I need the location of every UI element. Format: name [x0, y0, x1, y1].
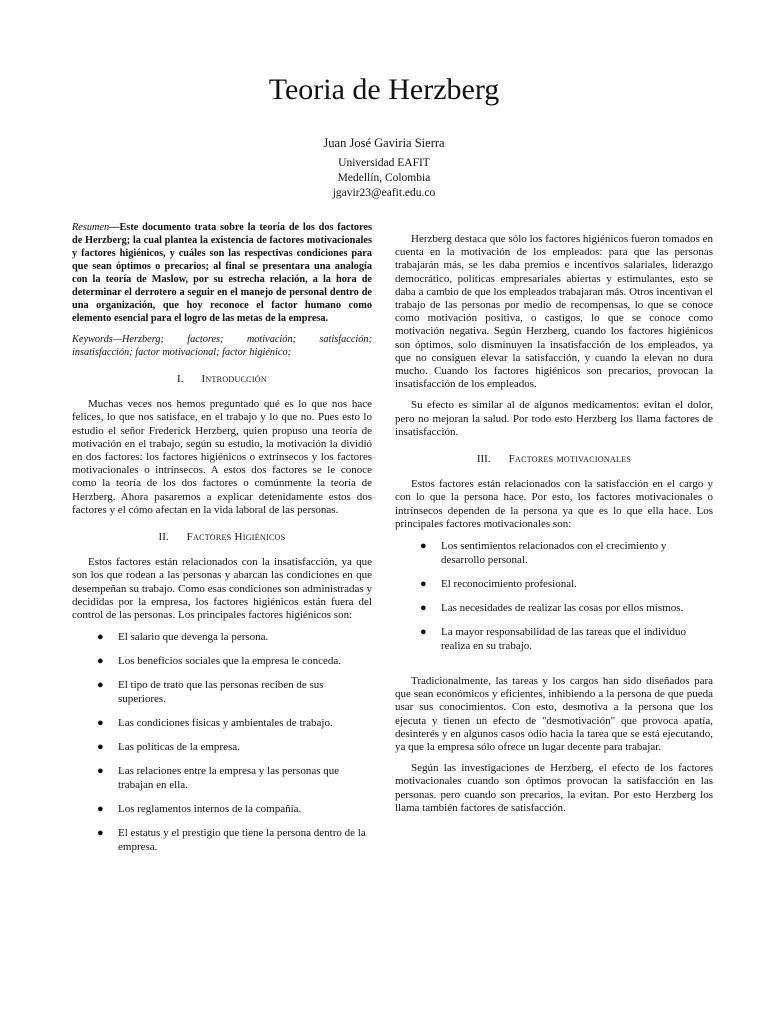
hygiene-continuation-paragraph: Herzberg destaca que sólo los factores higiénicos fueron tomados en cuenta en la motivación de los empleados: para que las personas trabajarán más, se les daba premios e incentivos salariales, liderazgo democrático, políticas empresariales abiertas y estimulantes, esto se daba a cambio de que los empleados trabajaran más. Otros incentivan el trabajo de las personas por medio de recompensas, lo que se conoce como motivación positiva, o castigos, lo que se conoce como motivación negativa. Según Herzberg, cuando los factores higiénicos son óptimos, solo disminuyen la insatisfacción de los empleados, ya que no consiguen elevar la satisfacción, y cuando la elevan no dura mucho. Cuando los factores higiénicos son precarios, provocan la insatisfacción de los empleados. [395, 233, 713, 391]
affiliation-city: Medellín, Colombia [337, 172, 431, 184]
motivational-paragraph-2: Tradicionalmente, las tareas y los cargos han sido diseñados para que sean económicos y eficientes, inhibiendo a la persona de que pueda usar sus conocimientos. Con esto, desmotiva a la persona que los ejecuta y tienen un efecto de "desmotivación" que provoca apatía, desinterés y en algunos casos odio hacia la tarea que se está ejecutando, ya que la empresa sólo ofrece un lugar decente para trabajar. [395, 675, 713, 754]
affiliation-university: Universidad EAFIT [338, 157, 430, 169]
abstract-label: Resumen [72, 222, 110, 233]
hygiene-factors-list [72, 630, 372, 854]
section-number: II. [158, 531, 169, 544]
author-name: Juan José Gaviria Sierra [323, 136, 445, 150]
list-item: ● El estatus y el prestigio que tiene la persona dentro de la empresa. [97, 827, 366, 854]
list-item: ● Los sentimientos relacionados con el crecimiento y desarrollo personal. [420, 540, 667, 567]
motivational-paragraph: Estos factores están relacionados con la satisfacción en el cargo y con lo que la persona hace. Por esto, los factores motivacionales o intrínsecos dependen de la persona ya que es lo que ella hace. Los principales factores motivacionales son: [395, 478, 713, 530]
list-item: ● La mayor responsabilidad de las tareas que el individuo realiza en su trabajo. [420, 626, 686, 653]
bullet-icon: ● [420, 540, 427, 553]
abstract-dash: — [109, 222, 120, 233]
list-item: ● El tipo de trato que las personas reciben de sus superiores. [97, 679, 324, 706]
section-number: III. [476, 453, 491, 466]
abstract [72, 221, 372, 325]
motivational-factors-list [395, 539, 713, 653]
list-item: ● Las relaciones entre la empresa y las personas que trabajan en ella. [97, 765, 340, 792]
bullet-icon: ● [420, 602, 427, 615]
bullet-icon: ● [97, 717, 104, 730]
list-item: ● Las condiciones físicas y ambientales de trabajo. [97, 717, 333, 730]
abstract-text: Este documento trata sobre la teoría de los dos factores de Herzberg; la cual plantea la existencia de factores motivacionales y factores higiénicos, y cuáles son las respectivas condiciones para que sean óptimos o precarios; al final se presentara una analogía con la teoría de Maslow, por su estrecha relación, a la hora de determinar el derrotero a seguir en el manejo de personal dentro de una organización, que hoy reconoce el factor humano como elemento esencial para el logro de las metas de la empresa. [72, 222, 372, 324]
keywords-dash: — [112, 334, 122, 345]
introduction-paragraph: Muchas veces nos hemos preguntado qué es lo que nos hace felices, lo que nos satisface, en el trabajo y lo que no. Pues esto lo estudio el señor Frederick Herzberg, quien propuso una teoría de motivación en el trabajo, según su estudio, la motivación la dividió en dos factores: los factores higiénicos o extrínsecos y los factores motivacionales o intrínsecos. A estos dos factores se le conoce como la teoría de los dos factores o comúnmente la teoría de Herzberg. Ahora pasaremos a explicar detenidamente estos dos factores y el cómo afectan en la vida laboral de las personas. [72, 398, 372, 516]
bullet-icon: ● [97, 679, 104, 692]
list-item: ● El salario que devenga la persona. [97, 631, 269, 644]
bullet-icon: ● [420, 578, 427, 591]
section-number: I. [177, 373, 184, 385]
author-affiliation [0, 156, 768, 201]
section-heading-hygiene [72, 531, 372, 544]
list-item: ● Los beneficios sociales que la empresa le conceda. [97, 655, 341, 668]
bullet-icon: ● [97, 827, 104, 840]
motivational-paragraph-3: Según las investigaciones de Herzberg, el efecto de los factores motivacionales cuando son óptimos provocan la satisfacción en las personas. pero cuando son precarios, la evitan. Por esto Herzberg los llama también factores de satisfacción. [395, 762, 713, 814]
bullet-icon: ● [97, 765, 104, 778]
bullet-icon: ● [97, 741, 104, 754]
section-title: Factores Higiénicos [186, 531, 286, 544]
paper-title: Teoria de Herzberg [268, 73, 500, 106]
bullet-icon: ● [97, 631, 104, 644]
list-item: ● Los reglamentos internos de la compañía. [97, 803, 302, 816]
bullet-icon: ● [97, 803, 104, 816]
right-column [395, 233, 713, 815]
keywords [72, 333, 372, 359]
keywords-text: Herzberg; factores; motivación; satisfacción; insatisfacción; factor motivacional; factor higiénico; [72, 334, 372, 358]
bullet-icon: ● [97, 655, 104, 668]
keywords-label: Keywords [72, 334, 113, 345]
section-title: Introducción [201, 373, 267, 385]
list-item: ● El reconocimiento profesional. [420, 578, 577, 591]
list-item: ● Las necesidades de realizar las cosas por ellos mismos. [420, 602, 684, 615]
section-heading-introduction [72, 373, 372, 386]
hygiene-paragraph: Estos factores están relacionados con la insatisfacción, ya que son los que rodean a las personas y abarcan las condiciones en que desempeñan su trabajo. Como esas condiciones son administradas y decididas por la empresa, los factores higiénicos están fuera del control de las personas. Los principales factores higiénicos son: [72, 556, 372, 622]
hygiene-effect-paragraph: Su efecto es similar al de algunos medicamentos: evitan el dolor, pero no mejoran la salud. Por todo esto Herzberg los llama factores de insatisfacción. [395, 399, 713, 438]
affiliation-email[interactable]: jgavir23@eafit.edu.co [332, 187, 436, 199]
section-title: Factores motivacionales [508, 453, 632, 466]
list-item: ● Las políticas de la empresa. [97, 741, 240, 754]
bullet-icon: ● [420, 626, 427, 639]
section-heading-motivational [395, 453, 713, 466]
left-column [72, 221, 372, 864]
